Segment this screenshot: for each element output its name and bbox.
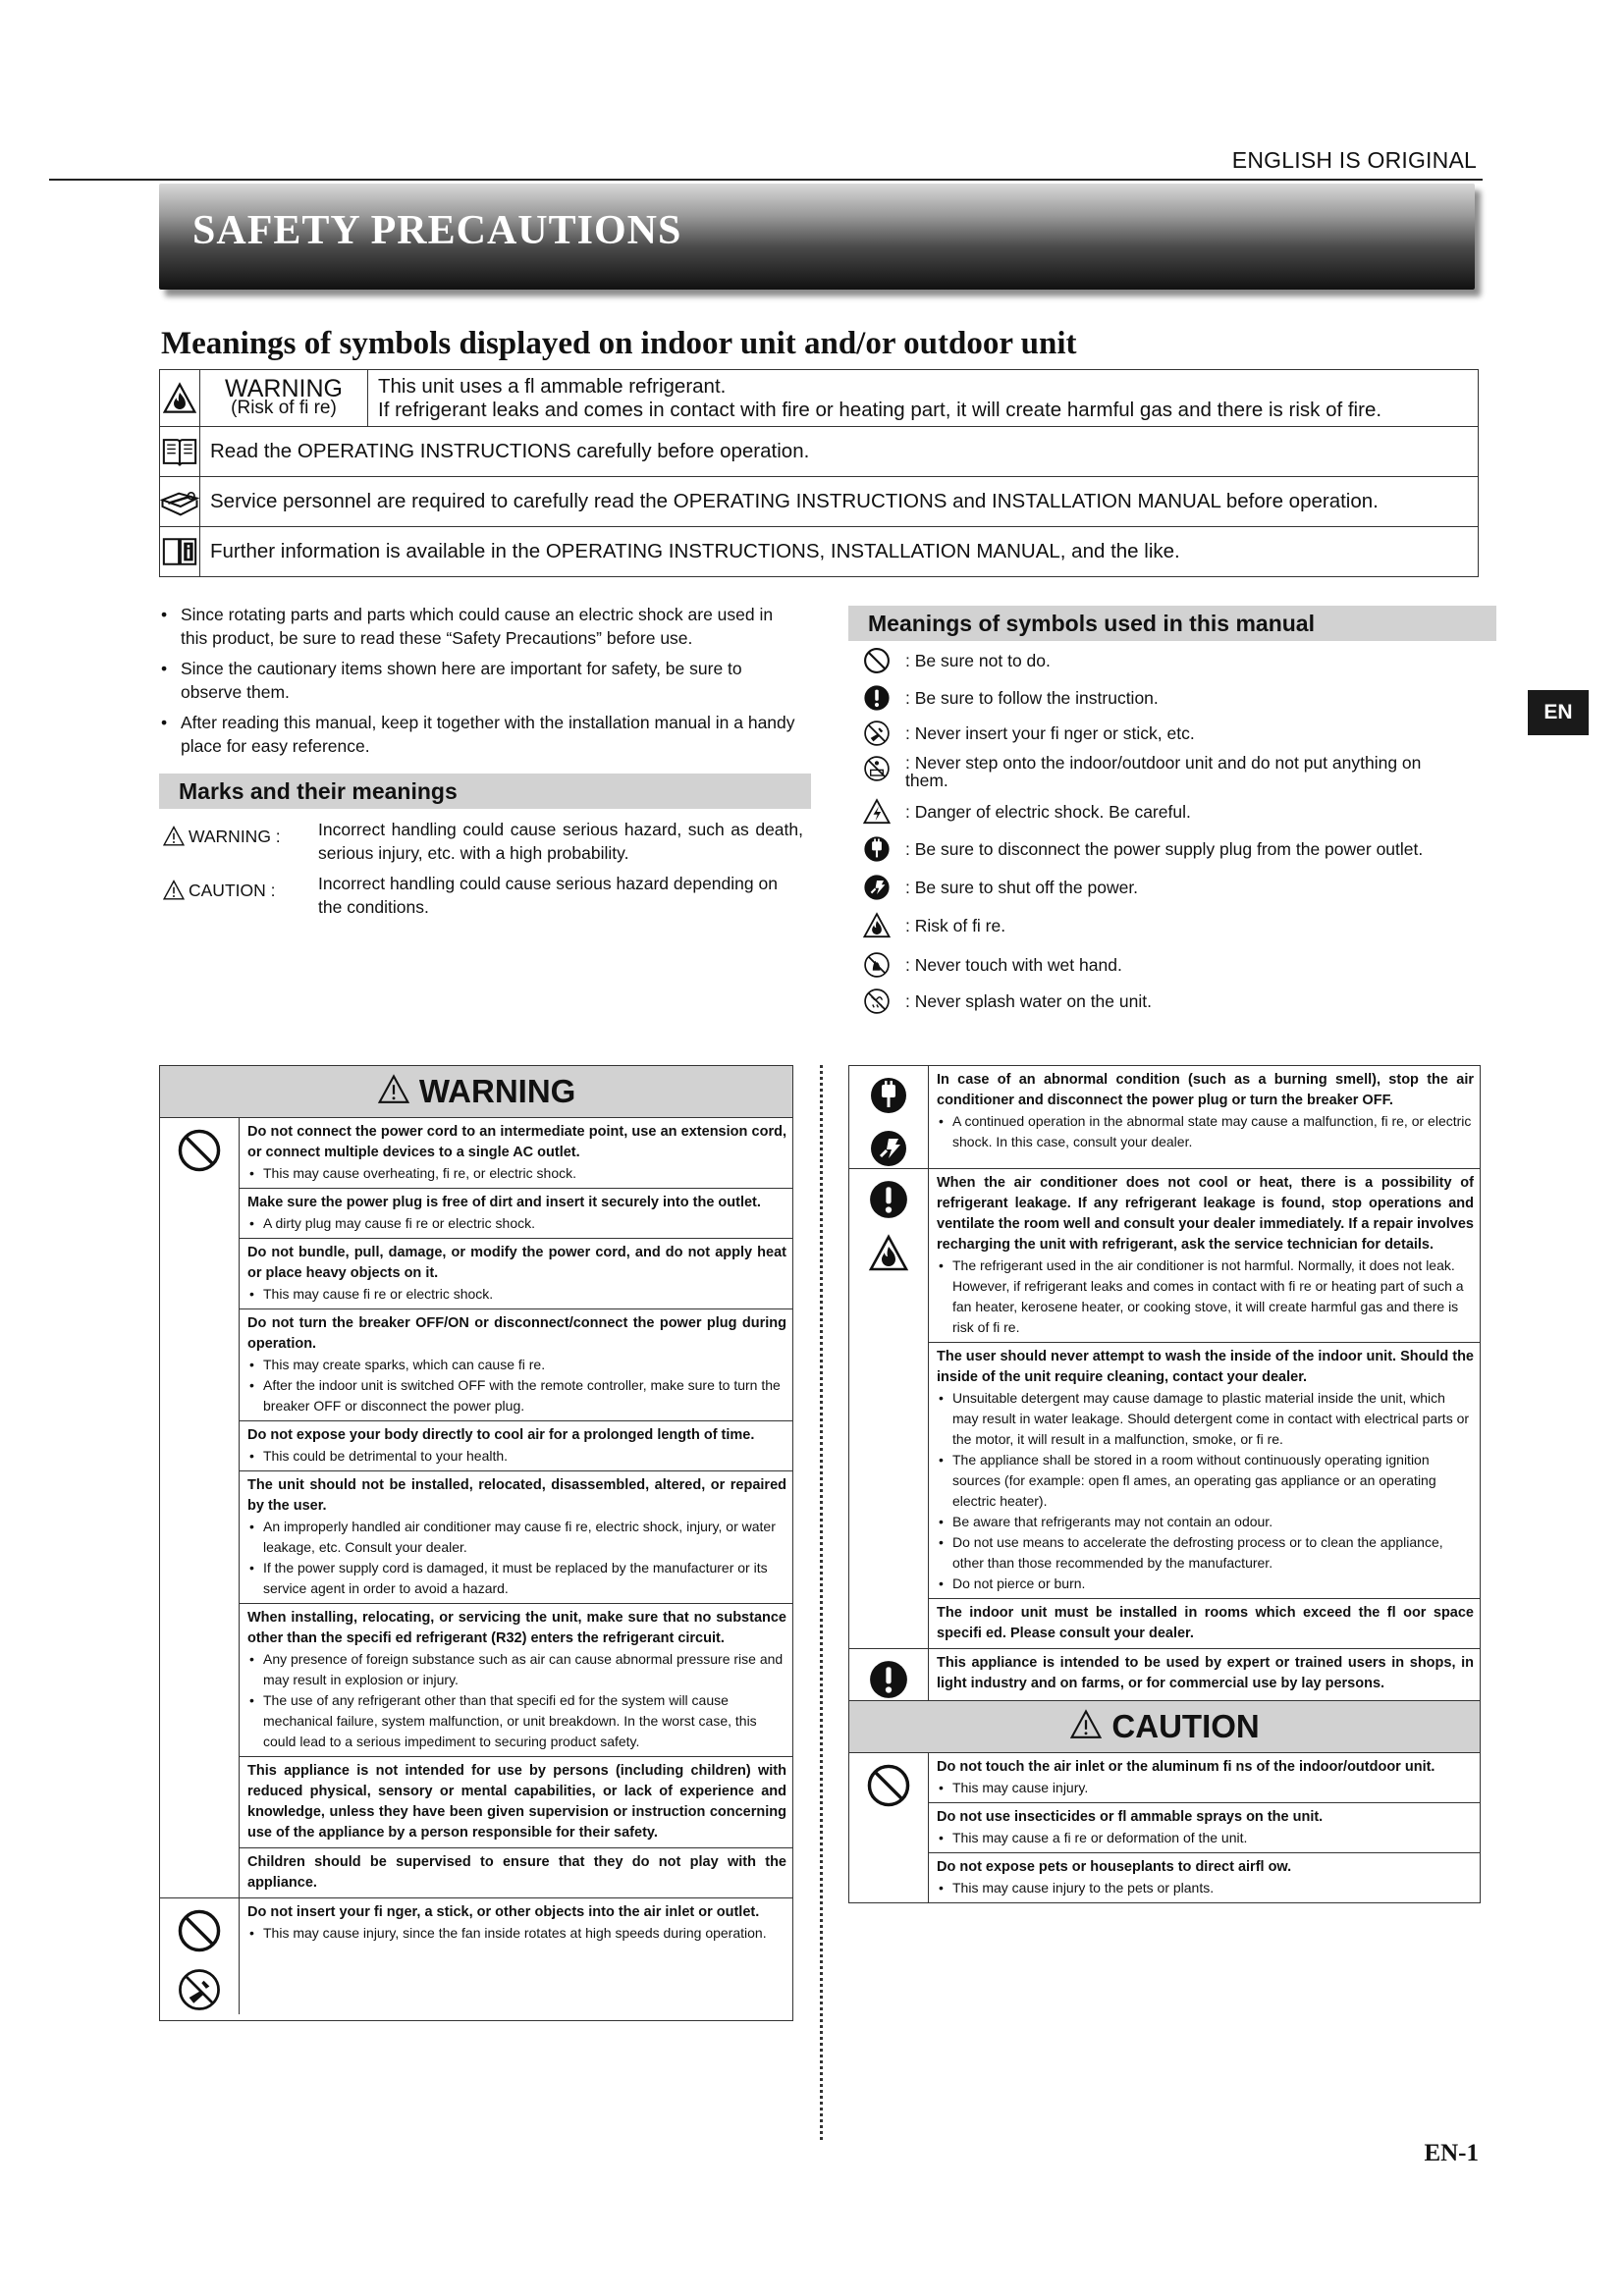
symbol-meaning: : Be sure not to do.	[905, 650, 1051, 670]
caution-group	[849, 1753, 1480, 1902]
manual-symbol-row	[862, 987, 1152, 1016]
item-heading: Make sure the power plug is free of dirt and insert it securely into the outlet.	[247, 1195, 761, 1210]
no-wet-hand-icon	[863, 951, 891, 979]
item-note: • After the indoor unit is switched OFF with the remote controller, make sure to turn the breaker OFF or disconnect the power plug.	[247, 1375, 786, 1416]
item-heading: When the air conditioner does not cool or heat, there is a possibility of refrigerant leakage. If any refrigerant leakage is found, stop operations and ventilate the room well and consult your dealer immediately. If a repair involves recharging the unit with refrigerant, ask the service technician for details.	[937, 1175, 1474, 1253]
warning-group	[160, 1898, 792, 2014]
list-item	[240, 1309, 792, 1421]
item-note: • This may cause injury, since the fan inside rotates at high speeds during operation.	[247, 1923, 786, 1944]
unit-symbols-heading: Meanings of symbols displayed on indoor unit and/or outdoor unit	[161, 326, 1077, 361]
list-item: • Since the cautionary items shown here are important for safety, be sure to observe them.	[159, 657, 797, 704]
item-note: • Unsuitable detergent may cause damage to plastic material inside the unit, which may result in water leakage. Should detergent come in contact with electrical parts or the motor, it will result in a malfunction, smoke, or fi re.	[937, 1388, 1474, 1450]
item-note: • Do not use means to accelerate the defrosting process or to clean the appliance, other than those recommended by the manufacturer.	[937, 1532, 1474, 1574]
no-finger-insert-icon	[863, 720, 891, 747]
list-item	[929, 1803, 1480, 1853]
manual-symbol-row	[862, 683, 1159, 713]
manual-symbol-row	[862, 911, 1005, 940]
flammable-line-2: If refrigerant leaks and comes in contact with fire or heating part, it will create harmful gas and there is risk of fire.	[378, 398, 1382, 421]
unit-symbol-row	[160, 527, 1479, 577]
list-item	[929, 1649, 1480, 1698]
warning-mark	[163, 825, 281, 848]
item-note: • An improperly handled air conditioner may cause fi re, electric shock, injury, or water leakage, etc. Consult your dealer.	[247, 1517, 786, 1558]
flammable-description	[368, 370, 1479, 427]
caution-mark-text: Incorrect handling could cause serious hazard depending on the conditions.	[318, 874, 778, 917]
no-finger-insert-icon	[177, 1967, 222, 2012]
list-item	[929, 1599, 1480, 1648]
item-heading: Do not touch the air inlet or the aluminum fi ns of the indoor/outdoor unit.	[937, 1759, 1435, 1775]
list-item	[240, 1604, 792, 1757]
symbol-meaning: : Be sure to follow the instruction.	[905, 687, 1159, 708]
unit-symbol-row	[160, 427, 1479, 477]
unplug-icon	[869, 1076, 908, 1115]
warning-group	[160, 1118, 792, 1898]
item-note: • A dirty plug may cause fi re or electric shock.	[247, 1213, 786, 1234]
abnormal-items	[929, 1066, 1480, 1168]
item-heading: Do not use insecticides or fl ammable sprays on the unit.	[937, 1809, 1324, 1825]
list-item	[240, 1189, 792, 1239]
item-note: • A continued operation in the abnormal state may cause a malfunction, fi re, or electric shock. In this case, consult your dealer.	[937, 1111, 1474, 1152]
manual-symbol-row	[862, 834, 1423, 864]
symbol-meaning: : Never splash water on the unit.	[905, 990, 1152, 1011]
list-item	[240, 1848, 792, 1897]
item-note: • If the power supply cord is damaged, it must be replaced by the manufacturer or its service agent in order to avoid a hazard.	[247, 1558, 786, 1599]
item-heading: In case of an abnormal condition (such as a burning smell), stop the air conditioner and disconnect the power plug or turn the breaker OFF.	[937, 1072, 1474, 1108]
list-item	[929, 1753, 1480, 1803]
warning-items	[240, 1898, 792, 2014]
abnormal-group	[849, 1066, 1480, 1169]
item-note: • This may cause injury to the pets or plants.	[937, 1878, 1474, 1898]
warning-triangle-icon	[377, 1074, 410, 1105]
list-item	[929, 1853, 1480, 1902]
symbol-meaning: : Never touch with wet hand.	[905, 954, 1122, 975]
service-personnel-text: Service personnel are required to carefully read the OPERATING INSTRUCTIONS and INSTALLATION MANUAL before operation.	[200, 477, 1479, 527]
item-heading: Do not expose pets or houseplants to direct airfl ow.	[937, 1859, 1292, 1875]
item-note: • Be aware that refrigerants may not contain an odour.	[937, 1512, 1474, 1532]
item-heading: The indoor unit must be installed in rooms which exceed the fl oor space specifi ed. Please consult your dealer.	[937, 1605, 1474, 1641]
warning-box	[159, 1065, 793, 2021]
list-item	[929, 1066, 1480, 1156]
prohibition-icon	[177, 1128, 222, 1173]
prohibition-icon	[863, 647, 891, 674]
caution-triangle-icon	[163, 880, 185, 901]
service-manual-icon	[160, 477, 200, 527]
item-note: • This could be detrimental to your health.	[247, 1446, 786, 1467]
item-note: • The refrigerant used in the air conditioner is not harmful. Normally, it does not leak. However, if refrigerant leaks and comes in contact with fi re or heating part of such a fan heater, kerosene heater, or cooking stove, it will create harmful gas and there is risk of fi re.	[937, 1255, 1474, 1338]
expert-group	[849, 1649, 1480, 1701]
no-step-icon	[863, 755, 891, 782]
unit-symbol-row	[160, 370, 1479, 427]
list-item	[240, 1421, 792, 1471]
item-note: • This may create sparks, which can cause fi re.	[247, 1355, 786, 1375]
manual-symbol-row	[862, 754, 1465, 789]
item-heading: Do not turn the breaker OFF/ON or disconnect/connect the power plug during operation.	[247, 1315, 786, 1352]
warning-box-title: WARNING	[418, 1073, 576, 1109]
intro-bullets	[159, 603, 797, 765]
info-book-icon	[160, 527, 200, 577]
prohibition-icon	[177, 1908, 222, 1953]
title-banner	[159, 184, 1475, 290]
caution-mark	[163, 879, 275, 902]
warning-box-header	[160, 1066, 792, 1118]
mandatory-group	[849, 1169, 1480, 1649]
fire-risk-icon	[863, 912, 891, 939]
manual-symbol-row	[862, 719, 1195, 748]
item-note: • This may cause injury.	[937, 1778, 1474, 1798]
mandatory-action-icon	[868, 1659, 909, 1700]
item-note: • This may cause overheating, fi re, or electric shock.	[247, 1163, 786, 1184]
item-heading: Do not bundle, pull, damage, or modify the power cord, and do not apply heat or place heavy objects on it.	[247, 1245, 786, 1281]
manual-symbols-heading: Meanings of symbols used in this manual	[848, 606, 1496, 641]
item-note: • Any presence of foreign substance such as air can cause abnormal pressure rise and may result in explosion or injury.	[247, 1649, 786, 1690]
warning-label-cell	[200, 370, 368, 427]
language-note: ENGLISH IS ORIGINAL	[1231, 147, 1477, 173]
abnormal-icon-column	[849, 1066, 929, 1168]
prohibition-icon	[866, 1763, 911, 1808]
item-heading: Do not expose your body directly to cool air for a prolonged length of time.	[247, 1427, 755, 1443]
caution-mark-label: CAUTION :	[189, 881, 276, 900]
list-item	[240, 1471, 792, 1604]
manual-symbol-row	[862, 950, 1122, 980]
manual-symbol-row	[862, 873, 1138, 902]
warning-items	[240, 1118, 792, 1897]
warning-icon-column	[160, 1118, 240, 1897]
power-off-icon	[869, 1129, 908, 1168]
item-heading: When installing, relocating, or servicing the unit, make sure that no substance other than the specifi ed refrigerant (R32) enters the refrigerant circuit.	[247, 1610, 786, 1646]
warning-icon-column	[160, 1898, 240, 2014]
list-item	[240, 1239, 792, 1309]
page-number: EN-1	[1424, 2140, 1479, 2166]
caution-triangle-icon	[1069, 1709, 1103, 1740]
item-heading: The unit should not be installed, relocated, disassembled, altered, or repaired by the user.	[247, 1477, 786, 1514]
item-note: • This may cause fi re or electric shock.	[247, 1284, 786, 1305]
flammable-line-1: This unit uses a fl ammable refrigerant.	[378, 374, 727, 398]
header-rule	[49, 179, 1483, 181]
list-item: • Since rotating parts and parts which could cause an electric shock are used in this product, be sure to read these “Safety Precautions” before use.	[159, 603, 797, 650]
item-heading: This appliance is not intended for use by persons (including children) with reduced physical, sensory or mental capabilities, or lack of experience and knowledge, unless they have been given supervision or instruction concerning use of the appliance by a person responsible for their safety.	[247, 1763, 786, 1841]
item-note: • This may cause a fi re or deformation of the unit.	[937, 1828, 1474, 1848]
list-item: • After reading this manual, keep it together with the installation manual in a handy place for easy reference.	[159, 711, 797, 758]
electric-shock-icon	[863, 798, 891, 826]
caution-box-header	[849, 1701, 1480, 1753]
right-safety-box	[848, 1065, 1481, 1903]
power-off-icon	[863, 874, 891, 901]
risk-of-fire-label: (Risk of fi re)	[231, 397, 337, 418]
list-item	[929, 1169, 1480, 1343]
warning-label: WARNING	[225, 374, 343, 402]
item-heading: Do not insert your fi nger, a stick, or other objects into the air inlet or outlet.	[247, 1904, 760, 1920]
manual-symbol-row	[862, 646, 1051, 675]
list-item	[240, 1898, 792, 1948]
item-heading: Children should be supervised to ensure that they do not play with the appliance.	[247, 1854, 786, 1891]
symbol-meaning: : Be sure to disconnect the power supply plug from the power outlet.	[905, 838, 1424, 859]
page-title: SAFETY PRECAUTIONS	[192, 208, 682, 253]
unit-symbols-table	[159, 369, 1479, 577]
mandatory-items	[929, 1169, 1480, 1648]
manual-book-icon	[160, 427, 200, 477]
caution-icon-column	[849, 1753, 929, 1902]
expert-items	[929, 1649, 1480, 1700]
caution-box-title: CAUTION	[1111, 1708, 1260, 1744]
symbol-meaning: : Risk of fi re.	[905, 915, 1006, 935]
item-heading: This appliance is intended to be used by expert or trained users in shops, in light industry and on farms, or for commercial use by lay persons.	[937, 1655, 1474, 1691]
manual-symbol-row	[862, 797, 1191, 827]
column-divider	[820, 1065, 823, 2140]
warning-triangle-icon	[163, 826, 185, 847]
further-info-text: Further information is available in the OPERATING INSTRUCTIONS, INSTALLATION MANUAL, and the like.	[200, 527, 1479, 577]
read-instructions-text: Read the OPERATING INSTRUCTIONS carefully before operation.	[200, 427, 1479, 477]
warning-mark-label: WARNING :	[189, 827, 281, 846]
list-item	[929, 1343, 1480, 1599]
symbol-meaning: : Never step onto the indoor/outdoor unit and do not put anything on them.	[905, 753, 1422, 790]
no-water-splash-icon	[863, 988, 891, 1015]
mandatory-action-icon	[863, 684, 891, 712]
expert-icon-column	[849, 1649, 929, 1700]
flammable-warning-icon	[160, 370, 200, 427]
language-tab: EN	[1528, 690, 1589, 735]
mandatory-action-icon	[868, 1179, 909, 1220]
list-item	[240, 1757, 792, 1848]
symbol-meaning: : Never insert your fi nger or stick, etc.	[905, 722, 1195, 743]
symbol-meaning: : Danger of electric shock. Be careful.	[905, 801, 1191, 822]
warning-mark-text: Incorrect handling could cause serious hazard, such as death, serious injury, etc. with a high probability.	[318, 820, 803, 863]
caution-items	[929, 1753, 1480, 1902]
item-note: • Do not pierce or burn.	[937, 1574, 1474, 1594]
item-heading: The user should never attempt to wash the inside of the indoor unit. Should the inside of the unit require cleaning, contact your dealer.	[937, 1349, 1474, 1385]
unplug-icon	[863, 835, 891, 863]
mandatory-icon-column	[849, 1169, 929, 1648]
symbol-meaning: : Be sure to shut off the power.	[905, 877, 1139, 897]
item-heading: Do not connect the power cord to an intermediate point, use an extension cord, or connect multiple devices to a single AC outlet.	[247, 1124, 786, 1160]
fire-risk-icon	[868, 1234, 909, 1273]
item-note: • The use of any refrigerant other than that specifi ed for the system will cause mechanical failure, system malfunction, or unit breakdown. In the worst case, this could lead to a serious impediment to securing product safety.	[247, 1690, 786, 1752]
item-note: • The appliance shall be stored in a room without continuously operating ignition sources (for example: open fl ames, an operating gas appliance or an operating electric heater).	[937, 1450, 1474, 1512]
marks-heading: Marks and their meanings	[159, 774, 811, 809]
unit-symbol-row	[160, 477, 1479, 527]
list-item	[240, 1118, 792, 1189]
